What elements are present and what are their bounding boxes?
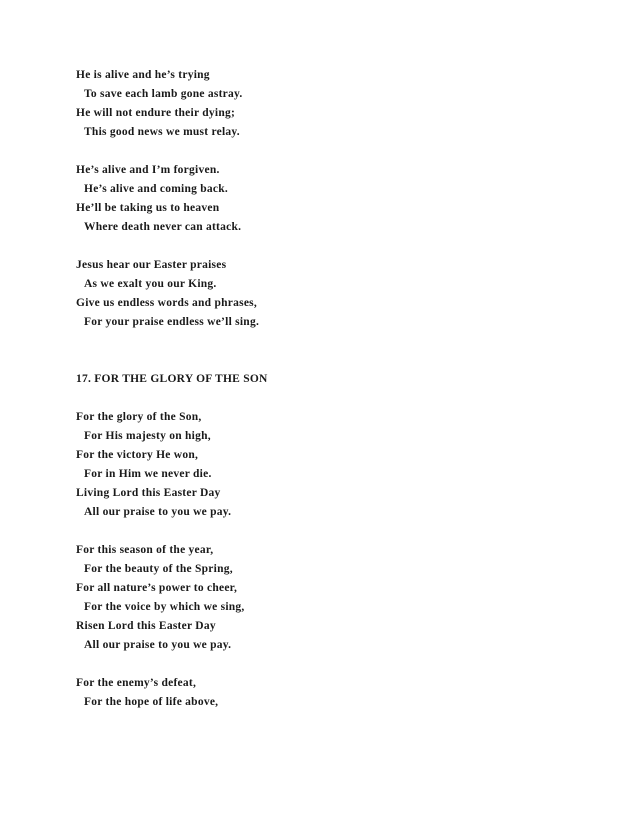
verse-line: As we exalt you our King. [84, 278, 217, 290]
stanza [76, 66, 596, 142]
verse-line: Where death never can attack. [84, 221, 242, 233]
verse-line: All our praise to you we pay. [84, 506, 232, 518]
page-content [76, 66, 596, 731]
verse-line: For your praise endless we’ll sing. [84, 316, 260, 328]
verse-line: For the glory of the Son, [76, 411, 202, 423]
stanza [76, 674, 596, 712]
verse-line: For the hope of life above, [84, 696, 219, 708]
verse-line: For in Him we never die. [84, 468, 212, 480]
verse-line: He’s alive and coming back. [84, 183, 229, 195]
verse-line: For His majesty on high, [84, 430, 211, 442]
verse-line: For all nature’s power to cheer, [76, 582, 238, 594]
stanza [76, 256, 596, 332]
verse-line: Give us endless words and phrases, [76, 297, 258, 309]
verse-line: He is alive and he’s trying [76, 69, 210, 81]
verse-line: Living Lord this Easter Day [76, 487, 221, 499]
verse-line: He will not endure their dying; [76, 107, 236, 119]
verse-line: For the voice by which we sing, [84, 601, 245, 613]
section-spacer [76, 351, 596, 370]
stanza [76, 541, 596, 655]
verse-line: All our praise to you we pay. [84, 639, 232, 651]
verse-line: For the beauty of the Spring, [84, 563, 233, 575]
stanza [76, 408, 596, 522]
hymn-title: 17. FOR THE GLORY OF THE SON [76, 373, 268, 385]
verse-line: For the victory He won, [76, 449, 199, 461]
verse-line: He’s alive and I’m forgiven. [76, 164, 220, 176]
verse-line: For the enemy’s defeat, [76, 677, 197, 689]
verse-line: This good news we must relay. [84, 126, 240, 138]
verse-line: Risen Lord this Easter Day [76, 620, 216, 632]
verse-line: For this season of the year, [76, 544, 214, 556]
verse-line: Jesus hear our Easter praises [76, 259, 227, 271]
stanza [76, 161, 596, 237]
verse-line: He’ll be taking us to heaven [76, 202, 220, 214]
verse-line: To save each lamb gone astray. [84, 88, 243, 100]
